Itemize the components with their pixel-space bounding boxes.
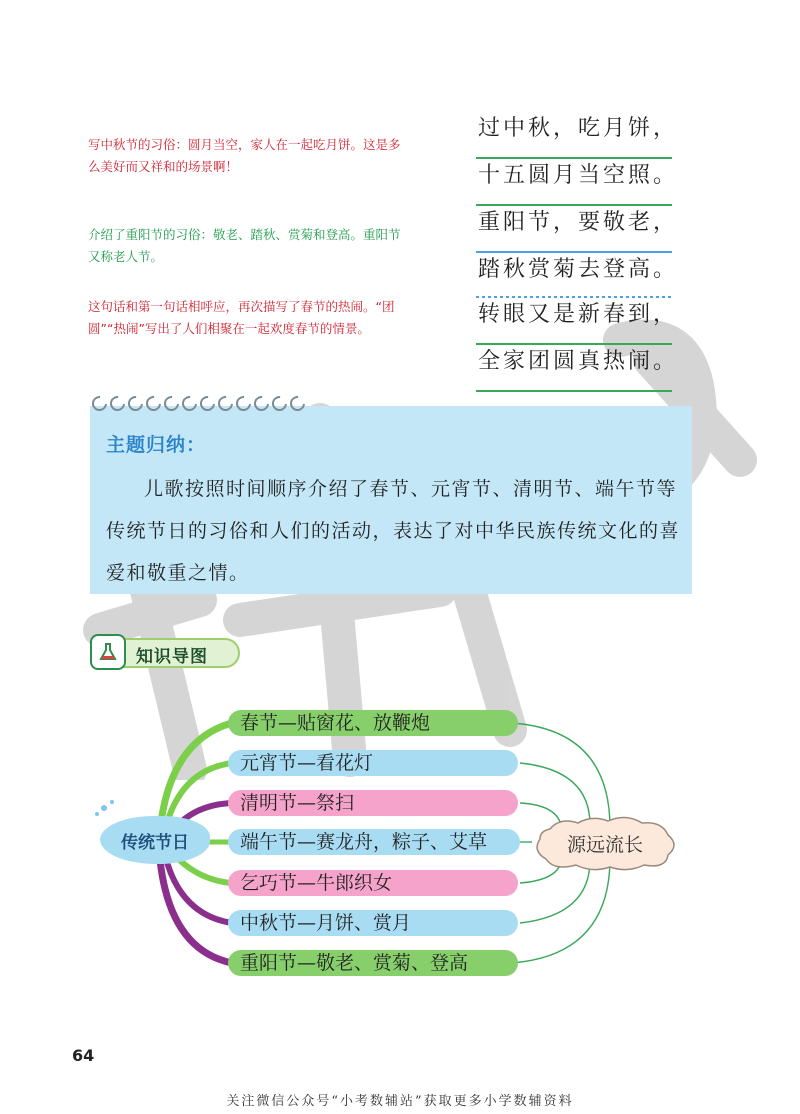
theme-body: 儿歌按照时间顺序介绍了春节、元宵节、清明节、端午节等传统节日的习俗和人们的活动，表达了对中华民族传统文化的喜爱和敬重之情。	[106, 478, 681, 584]
theme-summary-box	[90, 406, 692, 594]
spiral-ring	[215, 393, 236, 414]
poem-line: 踏秋赏菊去登高。	[476, 253, 672, 298]
spiral-ring	[269, 393, 290, 414]
branch-dragon-boat-festival: 端午节—赛龙舟，粽子、艾草	[228, 829, 520, 855]
page-number: 64	[72, 1046, 95, 1065]
spiral-ring	[89, 393, 110, 414]
branch-qingming-festival: 清明节—祭扫	[228, 790, 518, 816]
spiral-ring	[125, 393, 146, 414]
footer-text: 关注微信公众号“小考数辅站”获取更多小学数辅资料	[226, 1094, 574, 1109]
annotation-mid-autumn: 写中秋节的习俗：圆月当空，家人在一起吃月饼。这是多么美好而又祥和的场景啊！	[88, 137, 401, 174]
summary-cloud-label: 源远流长	[566, 833, 643, 856]
spiral-binding	[92, 396, 322, 416]
knowledge-map-title: 知识导图	[136, 647, 208, 667]
poem	[476, 112, 679, 392]
spiral-ring	[287, 393, 308, 414]
theme-title: 主题归纳：	[106, 434, 207, 456]
spiral-ring	[233, 393, 254, 414]
summary-cloud	[530, 815, 680, 871]
poem-line: 过中秋，吃月饼，	[476, 112, 672, 159]
annotation-double-ninth: 介绍了重阳节的习俗：敬老、踏秋、赏菊和登高。重阳节又称老人节。	[88, 227, 401, 264]
spiral-ring	[143, 393, 164, 414]
flask-icon	[90, 634, 126, 670]
branch-double-ninth-festival: 重阳节—敬老、赏菊、登高	[228, 950, 518, 976]
poem-line: 转眼又是新春到，	[476, 298, 672, 345]
branch-qixi-festival: 乞巧节—牛郎织女	[228, 870, 518, 896]
branch-spring-festival: 春节—贴窗花、放鞭炮	[228, 710, 518, 736]
center-node: 传统节日	[100, 816, 210, 864]
spiral-ring	[197, 393, 218, 414]
spiral-ring	[179, 393, 200, 414]
knowledge-map-header	[90, 634, 250, 670]
mind-map	[0, 690, 800, 990]
poem-line: 重阳节，要敬老，	[476, 206, 672, 253]
poem-line: 全家团圆真热闹。	[476, 345, 672, 392]
spiral-ring	[161, 393, 182, 414]
poem-line: 十五圆月当空照。	[476, 159, 672, 206]
spiral-ring	[107, 393, 128, 414]
branch-mid-autumn-festival: 中秋节—月饼、赏月	[228, 910, 518, 936]
spiral-ring	[251, 393, 272, 414]
branch-lantern-festival: 元宵节—看花灯	[228, 750, 518, 776]
annotation-spring-festival: 这句话和第一句话相呼应，再次描写了春节的热闹。“团圆”“热闹”写出了人们相聚在一起欢度春节的情景。	[88, 299, 395, 336]
